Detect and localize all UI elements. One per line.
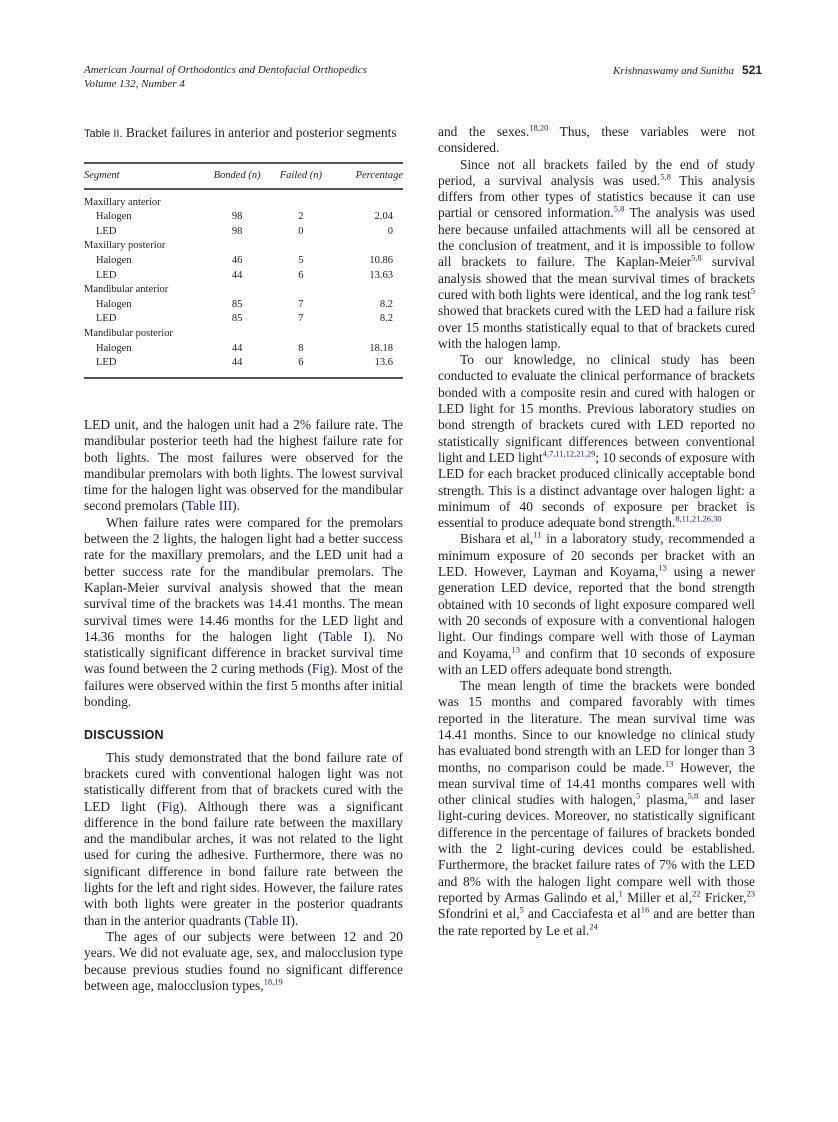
citation-ref[interactable]: 11	[533, 529, 542, 540]
table-row	[84, 254, 403, 269]
paragraph	[438, 352, 755, 531]
col-segment: Segment	[84, 163, 205, 189]
left-column	[84, 417, 403, 994]
text: ; 10 seconds of exposure with LED for each bracket produced clinically acceptable bond strength. This is a distinct advantage over halogen light: a minimum of 40 seconds of exposure per bracket is essential to produce adequate bond strength.	[438, 449, 755, 531]
citation-ref[interactable]: 4,7,11,12,21,29	[542, 448, 596, 459]
paragraph	[84, 929, 403, 994]
text: When failure rates were compared for the premolars between the 2 lights, the halogen light had a better success rate for the maxillary premolars, and the LED unit had a better success rate for the mandibular premolars. The Kaplan-Meier survival analysis showed that the mean survival time of the brackets was 14.41 months. The mean survival times were 14.46 months for the LED light and 14.36 months for the halogen light (	[84, 514, 403, 644]
text: showed that brackets cured with the LED had a failure risk over 15 months statistically equal to that of brackets cured with the halogen lamp.	[438, 303, 755, 351]
text: plasma,	[640, 792, 688, 808]
citation-ref[interactable]: 13	[664, 758, 674, 769]
citation-ref[interactable]: 24	[589, 921, 598, 932]
fig-link[interactable]: Fig	[161, 798, 180, 814]
fig-link[interactable]: Fig	[311, 661, 330, 677]
text: This analysis differs from other types of statistics because it can use partial or censored information.	[438, 172, 755, 221]
text: and Cacciafesta et al	[523, 906, 641, 922]
text: survival analysis showed that the mean survival times of brackets cured with both lights were identical, and the log rank test	[438, 254, 755, 302]
table-ii-link[interactable]: Table II	[248, 912, 291, 928]
col-failed: Failed (n)	[269, 163, 333, 189]
citation-ref[interactable]: 5	[750, 285, 755, 296]
text: ). Most of the failures were observed within the first 5 months after initial bonding.	[84, 661, 403, 710]
text: Thus, these variables were not considered.	[438, 124, 755, 156]
light-cell: Halogen	[96, 254, 132, 266]
table-row	[84, 225, 403, 240]
text: However, the mean survival time of 14.41 months compares well with other clinical studies with halogen,	[438, 759, 755, 808]
bonded-cell: 44	[205, 356, 269, 378]
table-iii-link[interactable]: Table III	[185, 498, 233, 514]
group-name: Maxillary posterior	[84, 240, 166, 252]
failed-cell: 2	[298, 211, 304, 223]
text: ).	[232, 498, 240, 514]
table-row	[84, 342, 403, 357]
pct-cell: 2.04	[374, 211, 393, 223]
citation-ref[interactable]: 23	[746, 888, 755, 899]
paragraph	[438, 678, 755, 939]
text: Sfondrini et al,	[438, 906, 520, 922]
bonded-cell: 85	[231, 313, 243, 325]
light-cell: Halogen	[96, 211, 132, 223]
group-row	[84, 327, 403, 342]
failed-cell: 5	[298, 254, 304, 266]
light-cell: Halogen	[96, 298, 132, 310]
light-cell: LED	[96, 225, 117, 237]
table-row	[84, 312, 403, 327]
citation-ref[interactable]: 5,8	[613, 204, 625, 215]
text: using a newer generation LED device, reported that the bond strength obtained with 10 seconds of light exposure compared well with 20 seconds of exposure with a conventional halogen light. Our findings compare well with those of Layman and Koyama,	[438, 564, 755, 661]
pct-cell: 0	[387, 225, 393, 237]
table-label: Table II.	[84, 128, 123, 140]
citation-ref[interactable]: 18,20	[529, 122, 549, 133]
text: ). Although there was a significant difference in the bond failure rate between the maxillary and the mandibular arches, it was not related to the light used for curing the adhesive. Furthermore, there was no significant difference in bond failure rate between the lights for the left and right sides. However, the failure rates with both lights were greater in the posterior quadrants than in the anterior quadrants (	[84, 798, 403, 928]
bonded-cell: 98	[231, 211, 243, 223]
light-cell: Halogen	[96, 342, 132, 354]
bracket-failures-table	[84, 162, 403, 379]
failed-cell: 8	[298, 342, 304, 354]
text: Bishara et al,	[460, 531, 534, 547]
col-bonded: Bonded (n)	[205, 163, 269, 189]
paragraph	[438, 124, 755, 157]
group-name: Mandibular posterior	[84, 327, 173, 339]
journal-title: American Journal of Orthodontics and Dentofacial Orthopedics	[84, 64, 367, 76]
pct-cell: 13.63	[369, 269, 393, 281]
text: The mean length of time the brackets were bonded was 15 months and compared favorably with times reported in the literature. The mean survival time was 14.41 months. Since to our knowledge no clinical study has evaluated bond strength with an LED for longer than 3 months, no comparison could be made.	[438, 678, 755, 775]
bonded-cell: 85	[231, 298, 243, 310]
bonded-cell: 46	[231, 254, 243, 266]
table-header-row	[84, 163, 403, 189]
citation-ref[interactable]: 5,8	[687, 790, 699, 801]
bonded-cell: 98	[231, 225, 243, 237]
paragraph	[84, 417, 403, 515]
failed-cell: 6	[269, 356, 333, 378]
table-row	[84, 298, 403, 313]
paragraph	[438, 157, 755, 353]
citation-ref[interactable]: 5	[519, 904, 524, 915]
text: in a laboratory study, recommended a minimum exposure of 20 seconds per bracket with an LED. However, Layman and Koyama,	[438, 531, 755, 580]
authors: Krishnaswamy and Sunitha	[612, 65, 734, 77]
text: Fricker,	[700, 889, 747, 905]
table-row	[84, 269, 403, 284]
bonded-cell: 44	[231, 342, 243, 354]
text: To our knowledge, no clinical study has been conducted to evaluate the clinical performance of brackets bonded with a composite resin and cured with halogen or LED light for 15 months. Previous laboratory studies on bond strength of brackets cured with LED reported no statistically significant differences between conventional light and LED light	[438, 352, 755, 465]
group-row	[84, 283, 403, 298]
text: Miller et al,	[622, 889, 693, 905]
discussion-heading: DISCUSSION	[84, 728, 164, 743]
text: Since not all brackets failed by the end of study period, a survival analysis was used.	[438, 156, 755, 188]
text: ).	[290, 912, 299, 928]
table-row	[84, 356, 403, 378]
citation-ref[interactable]: 1	[618, 888, 623, 899]
running-header-right	[613, 63, 762, 78]
text: and the sexes.	[438, 124, 530, 139]
failed-cell: 7	[298, 313, 304, 325]
pct-cell: 10.86	[369, 254, 393, 266]
text: The analysis was used here because unfailed attachments will all be censored at the conclusion of treatment, and it is impossible to follow all brackets to failure. The Kaplan-Meier	[438, 205, 755, 270]
text: and are better than the rate reported by Le et al.	[438, 906, 755, 938]
paragraph	[438, 531, 755, 678]
paragraph	[84, 515, 403, 711]
pct-cell: 13.6	[333, 356, 403, 378]
citation-ref[interactable]: 13	[511, 644, 520, 655]
light-cell: LED	[96, 313, 117, 325]
citation-ref[interactable]: 5	[635, 790, 641, 801]
table-row	[84, 210, 403, 225]
text: and confirm that 10 seconds of exposure with an LED offers adequate bond strength.	[438, 645, 755, 677]
group-name: Maxillary anterior	[84, 196, 161, 208]
right-column	[438, 124, 755, 939]
text: The ages of our subjects were between 12 and 20 years. We did not evaluate age, sex, and malocclusion type because previous studies found no significant difference between age, malocclusion types,	[84, 928, 403, 993]
citation-ref[interactable]: 5,8	[691, 252, 702, 263]
light-cell: LED	[96, 269, 117, 281]
citation-ref[interactable]: 8,11,21,26,30	[675, 513, 722, 524]
group-row	[84, 239, 403, 254]
text: This study demonstrated that the bond failure rate of brackets cured with conventional halogen light was not statistically different from that of brackets cured with the LED light (	[84, 749, 403, 814]
citation-ref[interactable]: 16	[640, 904, 650, 915]
group-name: Mandibular anterior	[84, 284, 169, 296]
paragraph	[84, 750, 403, 929]
volume-number: Volume 132, Number 4	[84, 78, 185, 90]
bonded-cell: 44	[231, 269, 243, 281]
citation-ref[interactable]: 13	[658, 562, 667, 573]
failed-cell: 0	[298, 225, 304, 237]
pct-cell: 18.18	[369, 342, 393, 354]
citation-ref[interactable]: 18,19	[263, 976, 283, 987]
text: LED unit, and the halogen unit had a 2% failure rate. The mandibular posterior teeth had the highest failure rate for both lights. The most failures were observed for the mandibular premolars with both lights. The lowest survival time for the halogen light was observed for the mandibular second premolars (	[84, 417, 403, 514]
pct-cell: 8.2	[379, 313, 393, 325]
light-cell: LED	[84, 356, 205, 378]
citation-ref[interactable]: 5,8	[660, 171, 671, 182]
pct-cell: 8.2	[379, 298, 393, 310]
col-percentage: Percentage	[333, 163, 403, 189]
table-caption	[84, 124, 403, 143]
text: ). No statistically significant difference in bracket survival time was found between the 2 curing methods (	[84, 628, 403, 677]
page-number: 521	[741, 63, 762, 77]
table-i-link[interactable]: Table I	[322, 628, 368, 644]
text: and laser light-curing devices. Moreover, no statistically significant difference in the percentage of failures of brackets bonded with the 2 light-curing devices could be established. Furthermore, the bracket failure rates of 7% with the LED and 8% with the halogen light compare well with those reported by Armas Galindo et al,	[438, 792, 755, 905]
citation-ref[interactable]: 22	[692, 888, 701, 899]
running-header-left	[84, 63, 367, 91]
group-row	[84, 189, 403, 211]
failed-cell: 6	[298, 269, 304, 281]
failed-cell: 7	[298, 298, 304, 310]
table-caption-text: Bracket failures in anterior and posterior segments	[125, 125, 397, 140]
